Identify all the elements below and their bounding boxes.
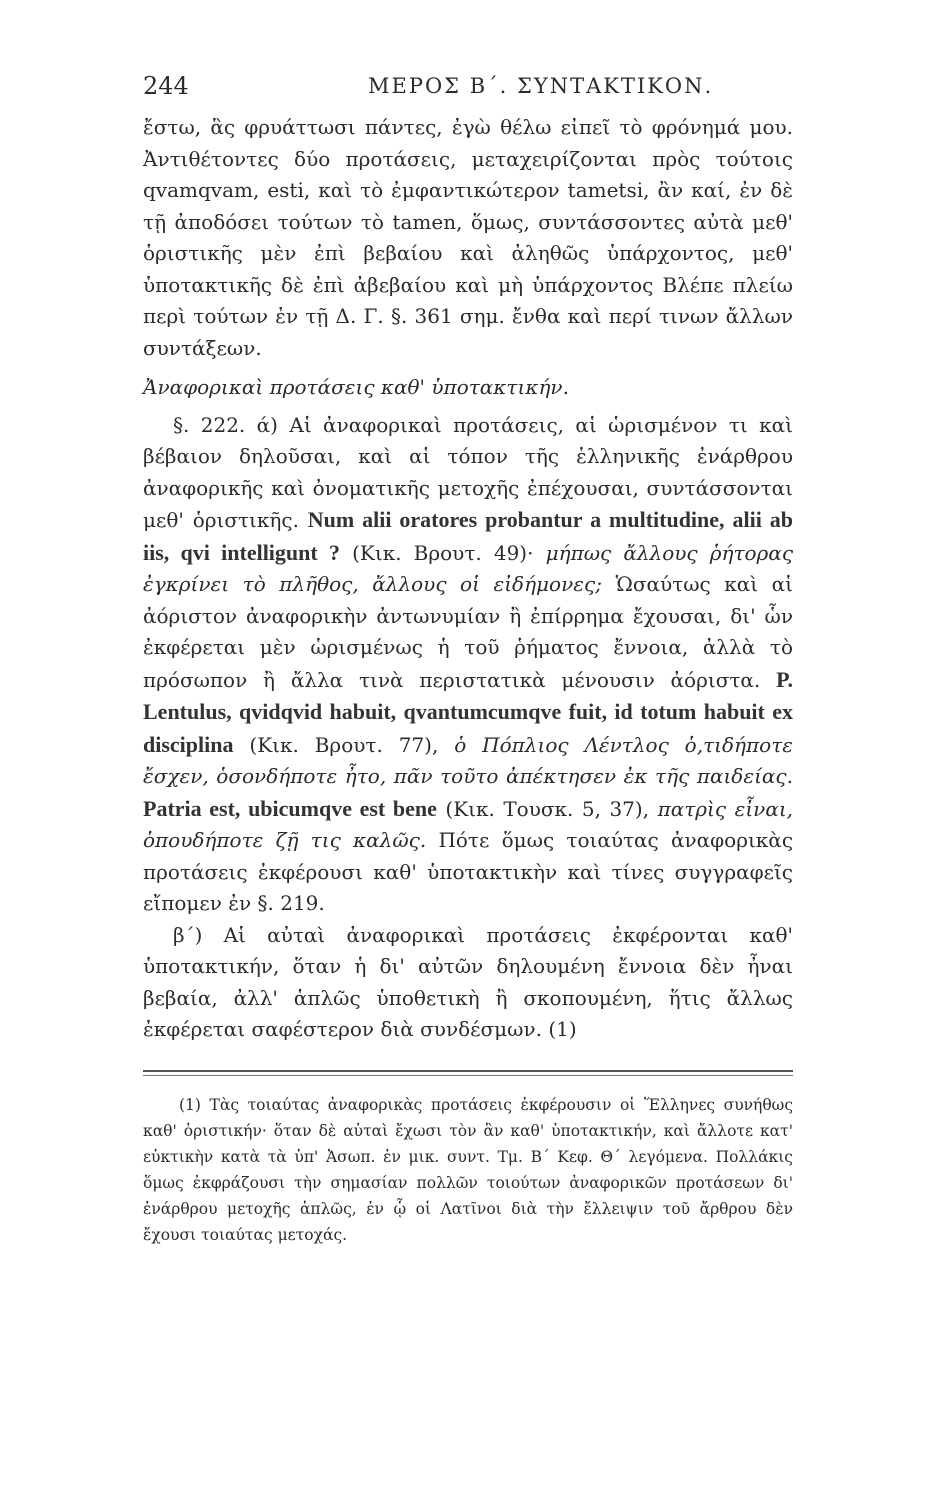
translation-3: πατρὶς εἶναι, ὁπουδήποτε ζῇ τις καλῶς. <box>143 796 794 852</box>
intro-paragraph: ἔστω, ἃς φρυάττωσι πάντες, ἐγὼ θέλω εἰπεῖ τὸ φρόνημά μου. Ἀντιθέτοντες δύο προτάσεις, μεταχειρίζονται πρὸς τούτοις qvamqvam, esti, καὶ τὸ ἐμφαντικώτερον tametsi, ἂν καί, ἐν δὲ τῇ ἀποδόσει τούτων τὸ tamen, ὅμως, συντάσσοντες αὐτὰ μεθ' ὁριστικῆς μὲν ἐπὶ βεβαίου καὶ ἀληθῶς ὑπάρχοντος, μεθ' ὑποτακτικῆς δὲ ἐπὶ ἀβεβαίου καὶ μὴ ὑπάρχοντος Βλέπε πλείω περὶ τούτων ἐν τῇ Δ. Γ. §. 361 σημ. ἔνθα καὶ περί τινων ἄλλων συντάξεων. <box>143 115 793 360</box>
latin-example-3: Patria est, ubicumqve est bene <box>143 795 437 821</box>
section-222-paragraph <box>143 410 793 920</box>
footnote: (1) Τὰς τοιαύτας ἀναφορικὰς προτάσεις ἐκφέρουσιν οἱ Ἕλληνες συνήθως καθ' ὁριστικήν· ὅταν δὲ αὐταὶ ἔχωσι τὸν ἂν καθ' ὑποτακτικήν, καὶ ἄλλοτε κατ' εὐκτικὴν κατὰ τὰ ὑπ' Ἀσωπ. ἐν μικ. συντ. Τμ. Β΄ Κεφ. Θ΄ λεγόμενα. Πολλάκις ὅμως ἐκφράζουσι τὴν σημασίαν πολλῶν τοιούτων ἀναφορικῶν προτάσεων δι' ἐνάρθρου μετοχῆς ἁπλῶς, ἐν ᾧ οἱ Λατῖνοι διὰ τὴν ἔλλειψιν τοῦ ἄρθρου δὲν ἔχουσι τοιαύτας μετοχάς. <box>143 1096 793 1244</box>
footnote-rule <box>143 1070 793 1072</box>
citation-2: (Κικ. Βρουτ. 77), <box>249 732 439 757</box>
citation-3: (Κικ. Τουσκ. 5, 37), <box>445 796 650 821</box>
footnote-rule-thin <box>143 1075 793 1076</box>
citation-1: (Κικ. Βρουτ. 49)· <box>352 540 534 565</box>
page-header <box>143 72 793 112</box>
translation-2: ὁ Πόπλιος Λέντλος ὁ,τιδήποτε ἔσχεν, ὁσονδήποτε ἦτο, πᾶν τοῦτο ἀπέκτησεν ἐκ τῆς παιδείας. <box>143 732 793 788</box>
paragraph-b: β΄) Αἱ αὐταὶ ἀναφορικαὶ προτάσεις ἐκφέρονται καθ' ὑποτακτικήν, ὅταν ἡ δι' αὐτῶν δηλουμένη ἔννοια δὲν ἦναι βεβαία, ἀλλ' ἁπλῶς ὑποθετικὴ ἢ σκοπουμένη, ἥτις ἄλλως ἐκφέρεται σαφέστερον διὰ συνδέσμων. (1) <box>143 922 793 1041</box>
latin-example-1: Num alii oratores probantur a multitudine, alii ab iis, qvi intelligunt ? <box>143 507 794 565</box>
section-222-text-2: Ὡσαύτως καὶ αἱ ἀόριστον ἀναφορικὴν ἀντωνυμίαν ἢ ἐπίρρημα ἔχουσαι, δι' ὧν ἐκφέρεται μὲν ὡρισμένως ἡ τοῦ ῥήματος ἔννοια, ἀλλὰ τὸ πρόσωπον ἢ ἄλλα τινὰ περιστατικὰ μένουσιν ἀόριστα. <box>143 572 794 692</box>
translation-1: μήπως ἄλλους ῥήτορας ἐγκρίνει τὸ πλῆθος, ἄλλους οἱ εἰδήμονες; <box>143 540 794 596</box>
page-body <box>143 112 793 1046</box>
page-number: 244 <box>143 72 189 100</box>
latin-example-2: P. Lentulus, qvidqvid habuit, qvantumcumqve fuit, id totum habuit ex disciplina <box>143 666 793 757</box>
section-subheading: Ἀναφορικαὶ προτάσεις καθ' ὑποτακτικήν. <box>143 375 569 399</box>
running-title: ΜΕΡΟΣ Β΄. ΣΥΝΤΑΚΤΙΚΟΝ. <box>368 74 714 98</box>
section-222-text-1: §. 222. ά) Αἱ ἀναφορικαὶ προτάσεις, αἱ ὡρισμένον τι καὶ βέβαιον δηλοῦσαι, καὶ αἱ τόπον τῆς ἑλληνικῆς ἐνάρθρου ἀναφορικῆς καὶ ὀνοματικῆς μετοχῆς ἐπέχουσαι, συντάσσονται μεθ' ὁριστικῆς. <box>143 412 793 532</box>
section-222-text-3: Πότε ὅμως τοιαύτας ἀναφορικὰς προτάσεις ἐκφέρουσι καθ' ὑποτακτικὴν καὶ τίνες συγγραφεῖς εἴπομεν ἐν §. 219. <box>143 828 794 915</box>
